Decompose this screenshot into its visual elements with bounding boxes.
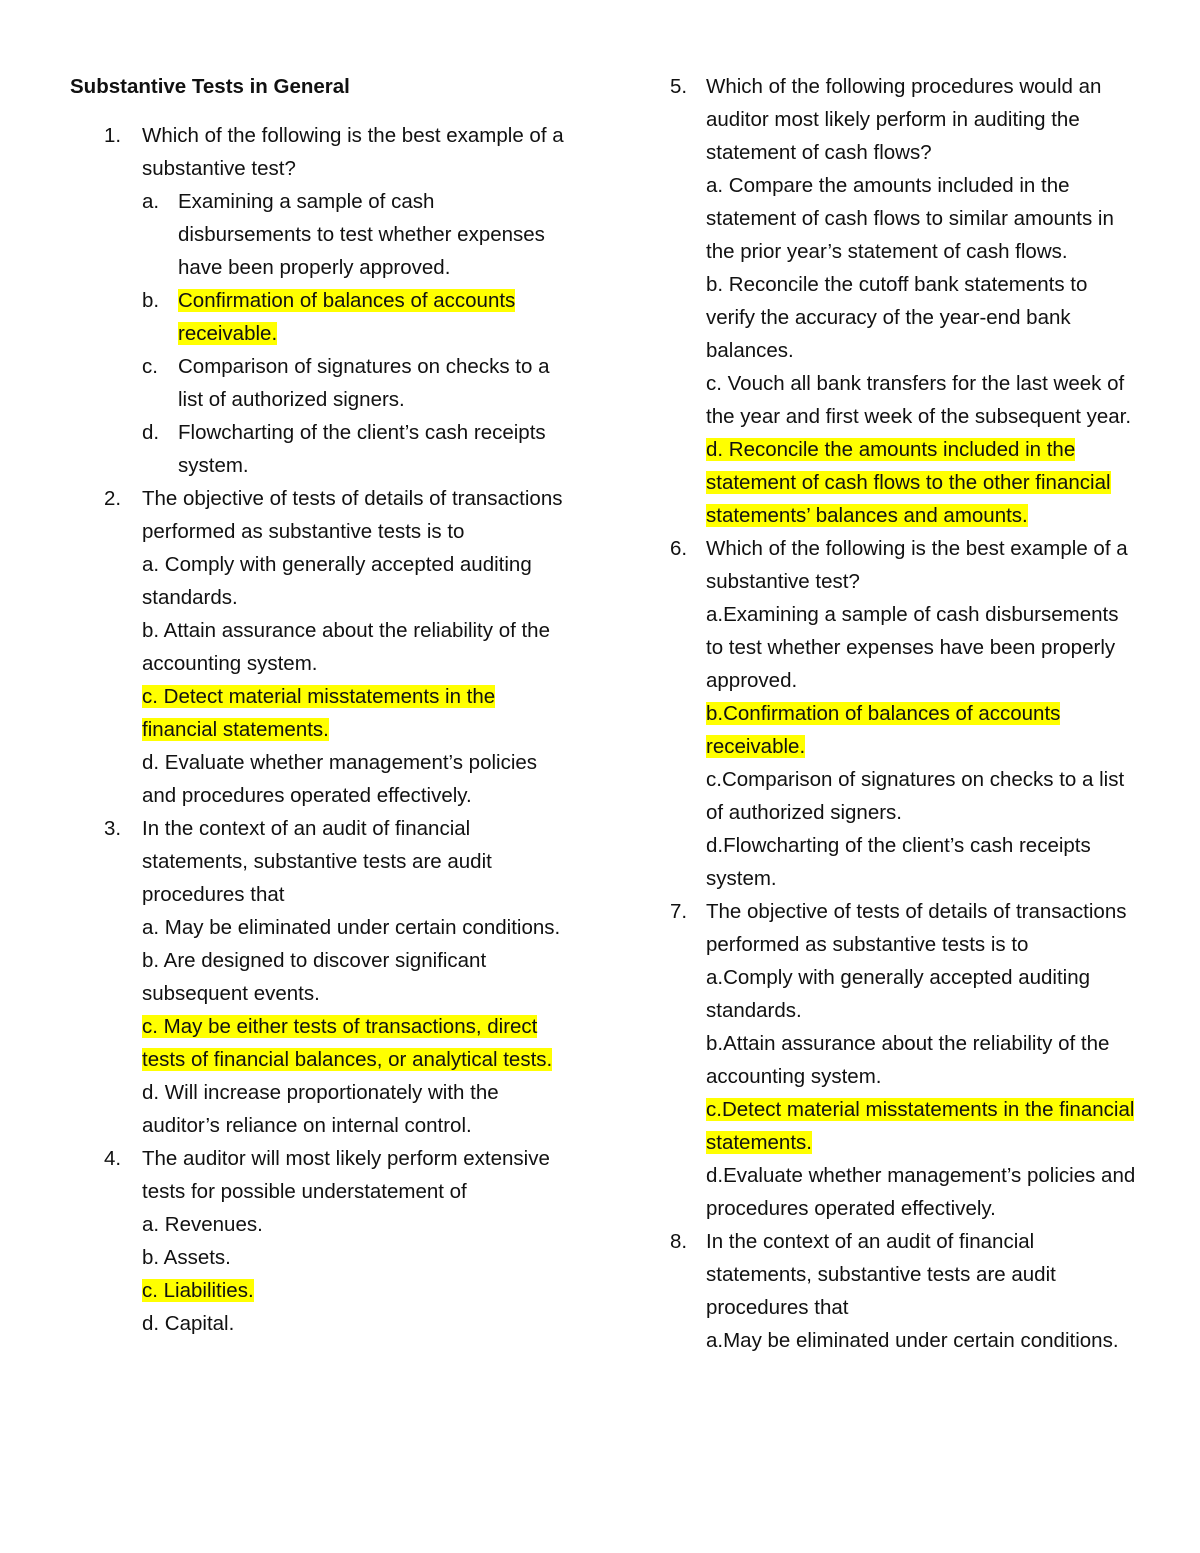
answer-option [142, 350, 570, 416]
answer-option-correct [706, 697, 1140, 763]
option-text: c. Detect material misstatements in the financial statements. [142, 685, 496, 741]
question-number: 4. [104, 1147, 122, 1170]
question-number: 3. [104, 817, 122, 840]
question-text: In the context of an audit of financial statements, substantive tests are audit procedures that [706, 1230, 1056, 1319]
answer-option [142, 1208, 570, 1241]
answer-option [142, 614, 570, 680]
answer-option [706, 598, 1140, 697]
question-item [70, 482, 570, 812]
option-text: c. Liabilities. [142, 1279, 254, 1302]
option-text: c. Vouch all bank transfers for the last week of the year and first week of the subsequent year. [706, 372, 1132, 428]
question-number: 1. [104, 124, 122, 147]
answer-option [706, 763, 1140, 829]
answer-options [706, 169, 1140, 532]
question-text: The objective of tests of details of transactions performed as substantive tests is to [142, 487, 563, 543]
option-text: d. Evaluate whether management’s policies and procedures operated effectively. [142, 751, 538, 807]
answer-option [706, 1324, 1140, 1357]
option-text: b. Attain assurance about the reliability of the accounting system. [142, 619, 550, 675]
option-letter: c. [142, 355, 158, 378]
answer-option [142, 548, 570, 614]
answer-option [706, 268, 1140, 367]
question-item [70, 1142, 570, 1340]
question-item [670, 1225, 1140, 1357]
question-number: 5. [670, 75, 688, 98]
question-item [670, 70, 1140, 532]
option-text: Comparison of signatures on checks to a list of authorized signers. [178, 355, 550, 411]
answer-options [706, 961, 1140, 1225]
answer-option [142, 746, 570, 812]
answer-option [142, 944, 570, 1010]
answer-option [142, 1241, 570, 1274]
option-text: c.Detect material misstatements in the financial statements. [706, 1098, 1135, 1154]
option-text: Examining a sample of cash disbursements to test whether expenses have been properly approved. [178, 190, 545, 279]
answer-option [706, 169, 1140, 268]
option-text: b.Confirmation of balances of accounts receivable. [706, 702, 1061, 758]
option-text: a.Examining a sample of cash disbursements to test whether expenses have been properly approved. [706, 603, 1119, 692]
question-number: 7. [670, 900, 688, 923]
answer-option [706, 1027, 1140, 1093]
question-number: 2. [104, 487, 122, 510]
question-list-right [670, 70, 1140, 1357]
answer-option [142, 1076, 570, 1142]
answer-option-correct [142, 1010, 570, 1076]
answer-option [706, 829, 1140, 895]
option-letter: a. [142, 190, 160, 213]
question-item [670, 895, 1140, 1225]
question-text: The auditor will most likely perform extensive tests for possible understatement of [142, 1147, 550, 1203]
option-text: a.Comply with generally accepted auditing standards. [706, 966, 1091, 1022]
option-text: a. Revenues. [142, 1213, 263, 1236]
left-column [70, 70, 570, 1340]
question-number: 8. [670, 1230, 688, 1253]
option-text: b. Are designed to discover significant subsequent events. [142, 949, 487, 1005]
answer-option [142, 1307, 570, 1340]
section-heading: Substantive Tests in General [70, 75, 350, 98]
option-text: c. May be either tests of transactions, direct tests of financial balances, or analytical tests. [142, 1015, 553, 1071]
option-text: d. Will increase proportionately with the auditor’s reliance on internal control. [142, 1081, 499, 1137]
question-text: Which of the following is the best example of a substantive test? [142, 124, 564, 180]
question-item [670, 532, 1140, 895]
option-text: b. Reconcile the cutoff bank statements to verify the accuracy of the year-end bank balances. [706, 273, 1088, 362]
answer-option [142, 185, 570, 284]
option-text: b. Assets. [142, 1246, 231, 1269]
answer-options [142, 548, 570, 812]
answer-option [706, 1159, 1140, 1225]
question-list-left [70, 119, 570, 1340]
option-text: c.Comparison of signatures on checks to a list of authorized signers. [706, 768, 1125, 824]
answer-option-correct [142, 284, 570, 350]
option-text: d. Reconcile the amounts included in the statement of cash flows to the other financial statements’ balances and amounts. [706, 438, 1111, 527]
option-letter: b. [142, 289, 160, 312]
question-text: In the context of an audit of financial statements, substantive tests are audit procedures that [142, 817, 492, 906]
question-item [70, 812, 570, 1142]
option-text: a. Compare the amounts included in the statement of cash flows to similar amounts in the prior year’s statement of cash flows. [706, 174, 1114, 263]
answer-options [142, 185, 570, 482]
answer-options [706, 1324, 1140, 1357]
answer-option-correct [142, 1274, 570, 1307]
answer-option [706, 367, 1140, 433]
option-text: d.Flowcharting of the client’s cash receipts system. [706, 834, 1091, 890]
option-text: Confirmation of balances of accounts receivable. [178, 289, 516, 345]
right-column [670, 70, 1140, 1357]
answer-option-correct [142, 680, 570, 746]
question-item [70, 119, 570, 482]
option-text: d.Evaluate whether management’s policies and procedures operated effectively. [706, 1164, 1136, 1220]
question-text: The objective of tests of details of transactions performed as substantive tests is to [706, 900, 1127, 956]
answer-options [142, 1208, 570, 1340]
option-text: b.Attain assurance about the reliability of the accounting system. [706, 1032, 1110, 1088]
option-text: a. May be eliminated under certain conditions. [142, 916, 561, 939]
option-text: a. Comply with generally accepted auditing standards. [142, 553, 532, 609]
option-text: d. Capital. [142, 1312, 235, 1335]
question-text: Which of the following is the best example of a substantive test? [706, 537, 1128, 593]
question-number: 6. [670, 537, 688, 560]
answer-option [142, 416, 570, 482]
answer-options [142, 911, 570, 1142]
answer-option-correct [706, 1093, 1140, 1159]
option-text: Flowcharting of the client’s cash receipts system. [178, 421, 546, 477]
answer-options [706, 598, 1140, 895]
answer-option [706, 961, 1140, 1027]
option-letter: d. [142, 421, 160, 444]
question-text: Which of the following procedures would an auditor most likely perform in auditing the statement of cash flows? [706, 75, 1102, 164]
option-text: a.May be eliminated under certain conditions. [706, 1329, 1119, 1352]
answer-option-correct [706, 433, 1140, 532]
answer-option [142, 911, 570, 944]
